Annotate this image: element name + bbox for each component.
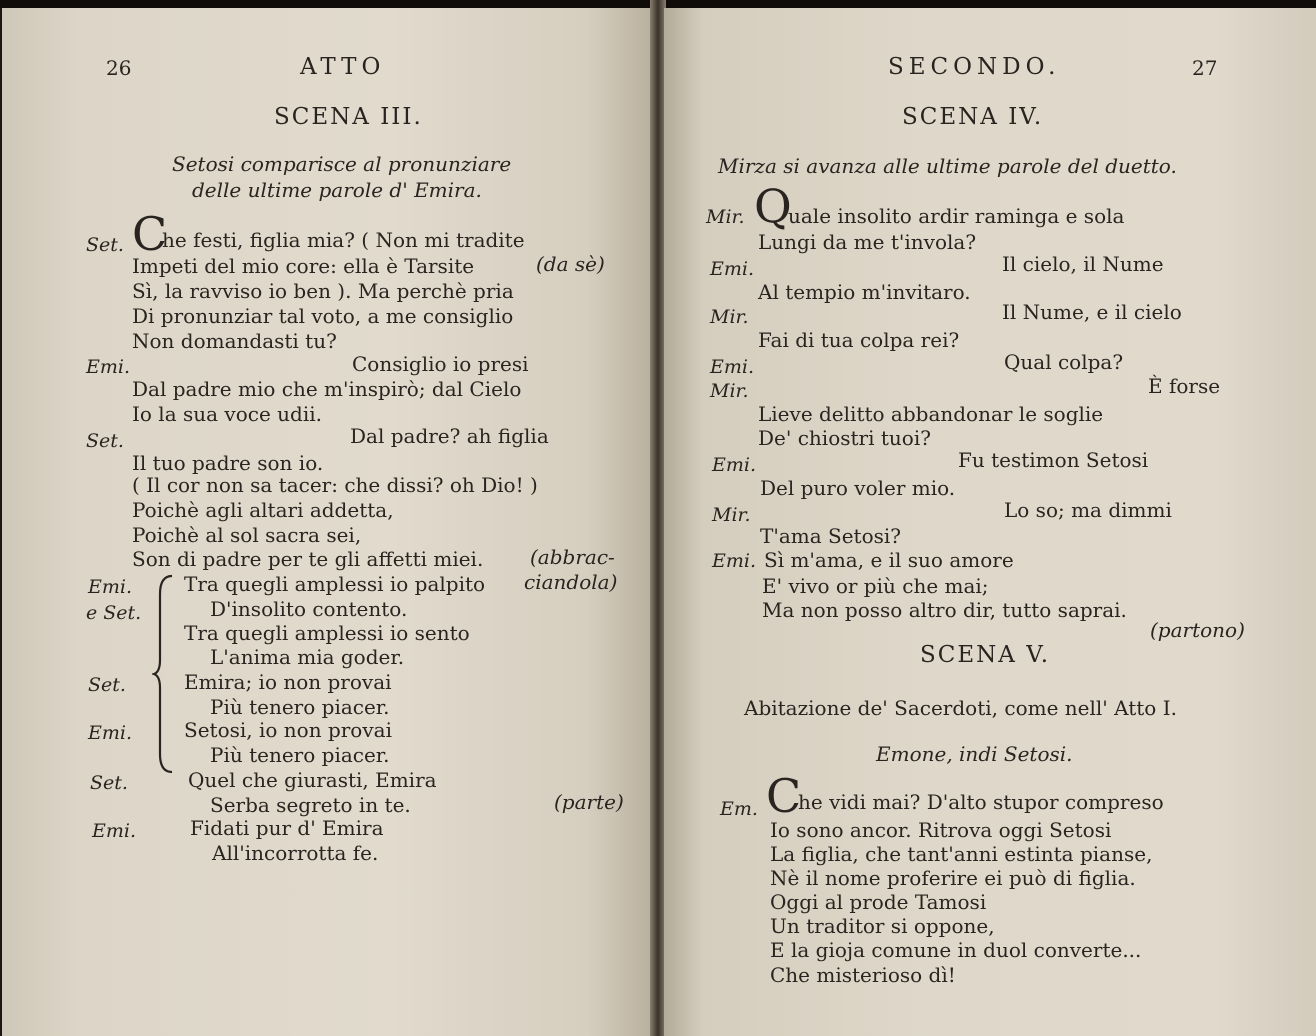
page-number-right: 27 bbox=[1192, 56, 1218, 80]
verse-line: Lieve delitto abbandonar le soglie bbox=[758, 402, 1104, 426]
drop-cap: Q bbox=[754, 179, 792, 233]
speaker-label: Emi. bbox=[712, 454, 757, 476]
speaker-label: Set. bbox=[86, 430, 124, 452]
verse-line: Oggi al prode Tamosi bbox=[770, 890, 987, 914]
verse-line: Dal padre mio che m'inspirò; dal Cielo bbox=[132, 377, 522, 401]
speaker-label: e Set. bbox=[86, 602, 142, 624]
running-head-right: SECONDO. bbox=[888, 54, 1061, 80]
verse-line: Serba segreto in te. bbox=[210, 793, 411, 817]
aside-abbrac: (abbrac- bbox=[530, 545, 615, 569]
drop-cap: C bbox=[132, 207, 168, 261]
verse-line: Sì, la ravviso io ben ). Ma perchè pria bbox=[132, 279, 514, 303]
verse-line: E' vivo or più che mai; bbox=[762, 574, 989, 598]
scene-title-iii: SCENA III. bbox=[274, 104, 423, 130]
verse-line: Consiglio io presi bbox=[352, 352, 529, 376]
verse-line: Un traditor si oppone, bbox=[770, 914, 995, 938]
verse-line: Più tenero piacer. bbox=[210, 743, 390, 767]
verse-line: Qual colpa? bbox=[1004, 350, 1124, 374]
verse-line: Fu testimon Setosi bbox=[958, 448, 1149, 472]
verse-line: Del puro voler mio. bbox=[760, 476, 956, 500]
right-page bbox=[664, 8, 1316, 1036]
verse-line: Il cielo, il Nume bbox=[1002, 252, 1164, 276]
speaker-label: Emi. bbox=[710, 356, 755, 378]
verse-line: All'incorrotta fe. bbox=[212, 841, 379, 865]
scene-setting: Abitazione de' Sacerdoti, come nell' Atto I. bbox=[744, 696, 1177, 720]
left-page bbox=[2, 8, 652, 1036]
verse-line: he festi, figlia mia? ( Non mi tradite bbox=[162, 228, 525, 252]
verse-line: Non domandasti tu? bbox=[132, 329, 337, 353]
verse-line: L'anima mia goder. bbox=[210, 645, 405, 669]
aside-ciandola: ciandola) bbox=[524, 570, 618, 594]
verse-line: D'insolito contento. bbox=[210, 597, 408, 621]
speaker-label: Mir. bbox=[710, 380, 749, 402]
verse-line: Lungi da me t'invola? bbox=[758, 230, 977, 254]
page-number-left: 26 bbox=[106, 56, 132, 80]
verse-line: Dal padre? ah figlia bbox=[350, 424, 549, 448]
stage-direction-line-2: delle ultime parole d' Emira. bbox=[192, 178, 482, 202]
verse-line: Di pronunziar tal voto, a me consiglio bbox=[132, 304, 514, 328]
verse-line: È forse bbox=[1148, 374, 1221, 398]
verse-line: Che misterioso dì! bbox=[770, 963, 956, 987]
verse-line: Nè il nome proferire ei può di figlia. bbox=[770, 866, 1136, 890]
speaker-label: Mir. bbox=[710, 306, 749, 328]
verse-line: E la gioja comune in duol converte... bbox=[770, 938, 1142, 962]
verse-line: Son di padre per te gli affetti miei. bbox=[132, 547, 484, 571]
verse-line: Poichè al sol sacra sei, bbox=[132, 523, 362, 547]
stage-direction-line-1: Setosi comparisce al pronunziare bbox=[172, 152, 512, 176]
verse-line: Io la sua voce udii. bbox=[132, 402, 322, 426]
verse-line: Al tempio m'invitaro. bbox=[758, 280, 971, 304]
scene-title-iv: SCENA IV. bbox=[902, 104, 1044, 130]
verse-line: Il tuo padre son io. bbox=[132, 451, 324, 475]
speaker-label: Emi. bbox=[86, 356, 131, 378]
verse-line: he vidi mai? D'alto stupor compreso bbox=[798, 790, 1164, 814]
speaker-label: Emi. bbox=[88, 722, 133, 744]
scene-title-v: SCENA V. bbox=[920, 642, 1051, 668]
verse-line: Tra quegli amplessi io sento bbox=[184, 621, 470, 645]
speaker-label: Emi. bbox=[712, 550, 757, 572]
verse-line: Poichè agli altari addetta, bbox=[132, 498, 394, 522]
speaker-label: Em. bbox=[720, 798, 758, 820]
running-head-left: ATTO bbox=[300, 54, 386, 80]
verse-line: Ma non posso altro dir, tutto saprai. bbox=[762, 598, 1127, 622]
speaker-label: Set. bbox=[86, 234, 124, 256]
verse-line: uale insolito ardir raminga e sola bbox=[788, 204, 1125, 228]
verse-line: Fai di tua colpa rei? bbox=[758, 328, 960, 352]
verse-line: Il Nume, e il cielo bbox=[1002, 300, 1182, 324]
verse-line: Impeti del mio core: ella è Tarsite bbox=[132, 254, 475, 278]
verse-line: ( Il cor non sa tacer: che dissi? oh Dio! ) bbox=[132, 473, 538, 497]
verse-line: Fidati pur d' Emira bbox=[190, 816, 384, 840]
aside-da-se: (da sè) bbox=[536, 252, 605, 276]
speaker-label: Mir. bbox=[706, 206, 745, 228]
verse-line: Lo so; ma dimmi bbox=[1004, 498, 1172, 522]
verse-line: Sì m'ama, e il suo amore bbox=[764, 548, 1014, 572]
speaker-label: Emi. bbox=[88, 576, 133, 598]
verse-line: Emira; io non provai bbox=[184, 670, 392, 694]
speaker-label: Set. bbox=[90, 772, 128, 794]
verse-line: Io sono ancor. Ritrova oggi Setosi bbox=[770, 818, 1112, 842]
verse-line: Setosi, io non provai bbox=[184, 718, 392, 742]
scene-characters: Emone, indi Setosi. bbox=[876, 742, 1073, 766]
aside-partono: (partono) bbox=[1150, 618, 1245, 642]
stage-direction: Mirza si avanza alle ultime parole del duetto. bbox=[718, 154, 1177, 178]
drop-cap: C bbox=[766, 769, 802, 823]
verse-line: La figlia, che tant'anni estinta pianse, bbox=[770, 842, 1153, 866]
verse-line: De' chiostri tuoi? bbox=[758, 426, 931, 450]
speaker-label: Mir. bbox=[712, 504, 751, 526]
speaker-label: Emi. bbox=[710, 258, 755, 280]
duet-brace bbox=[152, 574, 180, 774]
speaker-label: Emi. bbox=[92, 820, 137, 842]
verse-line: Più tenero piacer. bbox=[210, 695, 390, 719]
verse-line: Quel che giurasti, Emira bbox=[188, 768, 437, 792]
verse-line: T'ama Setosi? bbox=[760, 524, 902, 548]
verse-line: Tra quegli amplessi io palpito bbox=[184, 572, 486, 596]
aside-parte: (parte) bbox=[554, 790, 624, 814]
speaker-label: Set. bbox=[88, 674, 126, 696]
